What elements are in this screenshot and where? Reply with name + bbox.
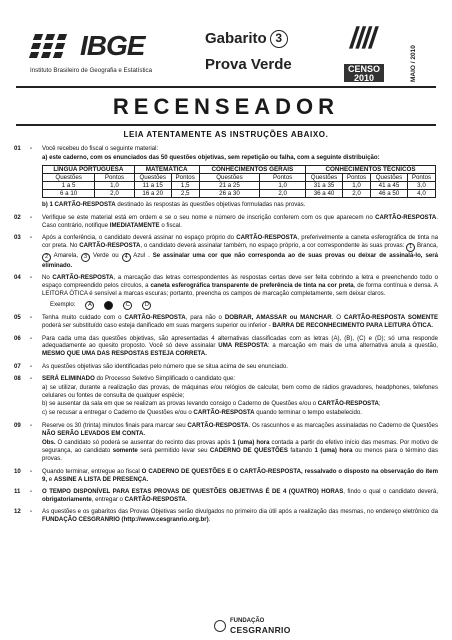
table-cell: 6 a 10 [43, 189, 95, 197]
item-text: As questões e os gabaritos das Provas Objetivas serão divulgados no primeiro dia útil após a realização das mesmas, no endereço eletrônico da [42, 508, 438, 516]
table-cell: 16 a 20 [134, 189, 171, 197]
item-12 [14, 508, 438, 524]
item-number: 10 [14, 468, 21, 476]
item-03 [14, 234, 438, 270]
table-cell: 31 a 35 [306, 181, 343, 189]
item-text: Reserve os 30 (trinta) minutos finais para marcar seu [42, 422, 188, 430]
marking-example [50, 301, 438, 310]
table-sub-header: Questões [43, 173, 95, 181]
example-bubble-a: A [85, 301, 94, 310]
item-dash: - [30, 145, 33, 152]
table-cell: 1,5 [171, 181, 199, 189]
table-cell: 4,0 [407, 189, 435, 197]
table-sub-header: Questões [134, 173, 171, 181]
item-text: , para não o [185, 314, 225, 322]
color-bubble-1: 1 [406, 243, 415, 252]
example-label: Exemplo: [50, 301, 76, 309]
item-09 [14, 422, 438, 463]
item-dash: - [30, 468, 33, 476]
item-bold: CARTÃO-RESPOSTA [52, 274, 114, 282]
item-a-text: a) este caderno, com os enunciados das 50 questões objetivas, sem repetição ou falha, com a seguinte distribuição: [42, 153, 380, 161]
item-text: Após a conferência, o candidato deverá assinar no espaço próprio do [42, 234, 237, 242]
cesgranrio-mark-icon [214, 620, 226, 632]
item-07 [14, 363, 438, 371]
item-bold: ASSINE A LISTA DE PRESENÇA. [53, 475, 149, 483]
item-bold: somente [112, 446, 138, 454]
gabarito-number: 3 [270, 30, 288, 48]
item-dash: - [30, 508, 33, 516]
color-label: Amarela, [53, 251, 79, 259]
item-b-bold: b) 1 CARTÃO-RESPOSTA [42, 200, 116, 208]
item-dash: - [30, 213, 33, 221]
item-number: 09 [14, 422, 21, 430]
question-distribution-table [42, 165, 436, 198]
item-number: 07 [14, 362, 21, 370]
table-cell: 36 a 40 [306, 189, 343, 197]
item-number: 08 [14, 374, 21, 382]
item-text: c) se recusar a entregar o Caderno de Questões e/ou o [42, 409, 194, 417]
ibge-logo-text: IBGE [80, 30, 145, 61]
item-bold: CARTÃO-RESPOSTA [124, 496, 186, 504]
item-text: , o candidato deverá assinalar também, no espaço próprio, a cor correspondente às suas provas: [140, 241, 405, 249]
item-text: faltando [287, 446, 315, 454]
table-row [43, 189, 436, 197]
item-bold: UMA RESPOSTA [218, 342, 268, 350]
item-text: . O [331, 314, 344, 322]
item-dash: - [30, 374, 33, 382]
color-bubble-3: 3 [81, 253, 90, 262]
item-text: Verifique se este material está em ordem e se o seu nome e número de inscrição conferem com os que aparecem no [42, 213, 376, 221]
table-row [43, 181, 436, 189]
item-bold: obrigatoriamente [42, 496, 92, 504]
table-cell: 2,0 [260, 189, 306, 197]
example-bubble-filled [104, 301, 113, 310]
table-sub-header: Questões [306, 173, 343, 181]
item-bold: Obs. [42, 439, 56, 447]
item-bold: SERÁ ELIMINADO [42, 374, 95, 382]
table-sub-header: Pontos [407, 173, 435, 181]
item-bold: MESMO QUE UMA DAS RESPOSTAS ESTEJA CORRETA. [42, 350, 207, 358]
table-group-header: CONHECIMENTOS GERAIS [199, 165, 305, 173]
table-cell: 41 a 45 [370, 181, 407, 189]
item-dash: - [30, 362, 33, 370]
item-bold: CARTÃO-RESPOSTA [187, 422, 249, 430]
item-text: b) se ausentar da sala em que se realizam as provas levando consigo o Caderno de Questões e/ou o [42, 400, 318, 408]
table-cell: 21 a 25 [199, 181, 260, 189]
item-text: , findo o qual o candidato deverá, [343, 488, 439, 496]
item-dash: - [30, 234, 33, 242]
example-bubble-d: D [142, 301, 151, 310]
gabarito-box [205, 30, 335, 73]
table-group-header: CONHECIMENTOS TÉCNICOS [306, 165, 436, 173]
color-bubble-2: 2 [42, 253, 51, 262]
color-bubble-4: 4 [122, 253, 131, 262]
item-bold: Se assinalar uma cor que não corresponda ao de suas provas ou deixar de assinalá-lo, será eliminado. [42, 251, 438, 269]
item-number: 12 [14, 508, 21, 516]
item-bold: CADERNO DE QUESTÕES [209, 446, 288, 454]
item-bold: CARTÃO-RESPOSTA [124, 314, 186, 322]
table-sub-header: Questões [370, 173, 407, 181]
item-bold: CARTÃO-RESPOSTA [375, 213, 437, 221]
item-bold: CARTÃO-RESPOSTA [79, 241, 141, 249]
item-06 [14, 335, 438, 358]
item-text: ou menos para o término das provas. [42, 446, 438, 462]
item-bold: CARTÃO-RESPOSTA [236, 234, 298, 242]
item-text: : a marcação em mais de uma alternativa anula a questão, [267, 342, 438, 350]
item-dash: - [30, 334, 33, 342]
item-number: 11 [14, 488, 21, 496]
cesgranrio-logo [214, 618, 294, 640]
item-text: As questões objetivas são identificadas pelo número que se situa acima de seu enunciado. [42, 362, 288, 370]
item-bold: NÃO SERÃO LEVADOS EM CONTA. [42, 430, 146, 438]
item-text: contada a partir do efetivo início das mesmas. Por motivo de segurança, ao candidato [42, 439, 438, 454]
censo-year-badge [344, 64, 384, 82]
item-text: Para cada uma das questões objetivas, são apresentadas 4 alternativas classificadas com as letras (A), (B), (C) e (D); só uma responde adequadamente ao quesito proposto. Você só deve assinalar [42, 334, 438, 350]
item-number: 01 [14, 145, 21, 152]
table-cell: 1,0 [343, 181, 371, 189]
gabarito-label: Gabarito [205, 30, 267, 47]
item-text: No [42, 274, 53, 282]
item-text: Quando terminar, entregue ao fiscal [42, 468, 142, 476]
censo-year: 2010 [353, 73, 375, 83]
color-label: Branca, [416, 241, 438, 249]
item-bold: CARTÃO-RESPOSTA SOMENTE [344, 314, 439, 322]
item-text: quando terminar o tempo estabelecido. [254, 409, 362, 417]
item-text: ; [378, 400, 381, 408]
table-cell: 2,5 [171, 189, 199, 197]
ibge-mark-icon [30, 34, 76, 62]
divider-title [16, 124, 436, 126]
item-text: será permitido levar seu [137, 446, 210, 454]
item-text: , preferivelmente a caneta esferográfica de tinta na cor preta. No [42, 234, 439, 249]
item-text: , entregar o [91, 496, 125, 504]
item-number: 06 [14, 334, 21, 342]
table-cell: 3,0 [407, 181, 435, 189]
footer-line1: FUNDAÇÃO [230, 618, 265, 624]
item-05 [14, 314, 438, 330]
color-label: Verde ou [92, 251, 119, 259]
table-cell: 1,0 [260, 181, 306, 189]
item-01 [14, 145, 438, 209]
table-sub-header: Pontos [260, 173, 306, 181]
item-02 [14, 214, 438, 230]
table-cell: 1 a 5 [43, 181, 95, 189]
item-dash: - [30, 488, 33, 496]
item-bold: BARRA DE RECONHECIMENTO PARA LEITURA ÓTICA. [272, 322, 433, 330]
item-bold: O CADERNO DE QUESTÕES E O CARTÃO-RESPOSTA, ressalvado o disposto na observação do item 9, [42, 468, 438, 483]
item-text: , de forma contínua e densa. A LEITORA ÓTICA é sensível a marcas escuras; portanto, preencha os campos de marcação completamente, sem deixar claros. [42, 282, 439, 297]
page-title: RECENSEADOR [112, 94, 340, 119]
footer-line2: CESGRANRIO [230, 625, 291, 635]
table-cell: 2,0 [95, 189, 134, 197]
item-text: O candidato só poderá se ausentar do recinto das provas após [55, 439, 233, 447]
item-08 [14, 375, 438, 418]
example-bubble-c: C [123, 301, 132, 310]
table-sub-header: Questões [199, 173, 260, 181]
item-text: Tenha muito cuidado com o [42, 314, 125, 322]
table-sub-header: Pontos [95, 173, 134, 181]
item-text: Você recebeu do fiscal o seguinte material: [42, 145, 159, 152]
censo-logo [336, 22, 392, 84]
date-label: MAIO / 2010 [410, 45, 417, 83]
item-number: 03 [14, 234, 21, 242]
item-text: . Caso contrário, notifique [42, 213, 438, 229]
item-bold: 1 (uma) hora [314, 446, 353, 454]
item-number: 02 [14, 213, 21, 221]
tally-marks-icon: //// [347, 22, 378, 55]
item-text: . Os rascunhos e as marcações assinaladas no Caderno de Questões [248, 422, 438, 430]
instructions-heading: LEIA ATENTAMENTE AS INSTRUÇÕES ABAIXO. [123, 130, 329, 139]
item-number: 04 [14, 274, 21, 282]
item-text: . [208, 516, 211, 524]
item-04 [14, 274, 438, 309]
table-group-header: LÍNGUA PORTUGUESA [43, 165, 135, 173]
table-sub-header: Pontos [343, 173, 371, 181]
item-text: o fiscal. [159, 221, 182, 229]
table-sub-header: Pontos [171, 173, 199, 181]
item-bold: CARTÃO-RESPOSTA [193, 409, 255, 417]
item-bold: DOBRAR, AMASSAR ou MANCHAR [224, 314, 332, 322]
item-number: 05 [14, 314, 21, 322]
table-cell: 26 a 30 [199, 189, 260, 197]
item-b-text: destinado às respostas às questões objetivas formuladas nas provas. [115, 200, 306, 208]
table-cell: 46 a 50 [370, 189, 407, 197]
item-text: e [47, 475, 54, 483]
item-text: , a marcação das letras correspondentes às respostas certas deve ser feita cobrindo a letra e preenchendo todo o espaço compreendido pelos círculos, a [42, 274, 438, 290]
item-bold: FUNDAÇÃO CESGRANRIO (http://www.cesgranrio.org.br) [42, 516, 209, 524]
item-a-text: a) se utilizar, durante a realização das provas, de máquinas e/ou relógios de calcular, bem como de rádios gravadores, headphones, telefones celulares ou fontes de consulta de qualquer espécie; [42, 383, 438, 399]
item-text: do Processo Seletivo Simplificado o candidato que: [94, 374, 236, 382]
color-label: Azul . [133, 251, 150, 259]
item-11 [14, 488, 438, 504]
item-dash: - [30, 274, 33, 282]
table-cell: 2,0 [343, 189, 371, 197]
item-bold: 1 (uma) hora [232, 439, 270, 447]
item-bold: IMEDIATAMENTE [109, 221, 160, 229]
item-text: poderá ser substituído caso esteja danificado em suas margens superior ou inferior - [42, 322, 273, 330]
page-header [0, 0, 452, 86]
table-cell: 1,0 [95, 181, 134, 189]
ibge-logo [30, 30, 200, 80]
table-group-header: MATEMÁTICA [134, 165, 199, 173]
item-bold: O TEMPO DISPONÍVEL PARA ESTAS PROVAS DE QUESTÕES OBJETIVAS É DE 4 (QUATRO) HORAS [42, 488, 344, 496]
divider-top [16, 86, 436, 88]
item-10 [14, 468, 438, 484]
instructions-list [14, 145, 438, 529]
prova-label: Prova Verde [205, 56, 292, 73]
censo-label: CENSO [347, 64, 380, 74]
item-bold: caneta esferográfica transparente de preferência de tinta na cor preta [150, 282, 354, 290]
item-dash: - [30, 314, 33, 322]
item-dash: - [30, 422, 33, 430]
ibge-logo-subtitle: Instituto Brasileiro de Geografia e Estatística [30, 67, 153, 74]
item-text: . [185, 496, 188, 504]
table-cell: 11 a 15 [134, 181, 171, 189]
item-bold: CARTÃO-RESPOSTA [317, 400, 379, 408]
